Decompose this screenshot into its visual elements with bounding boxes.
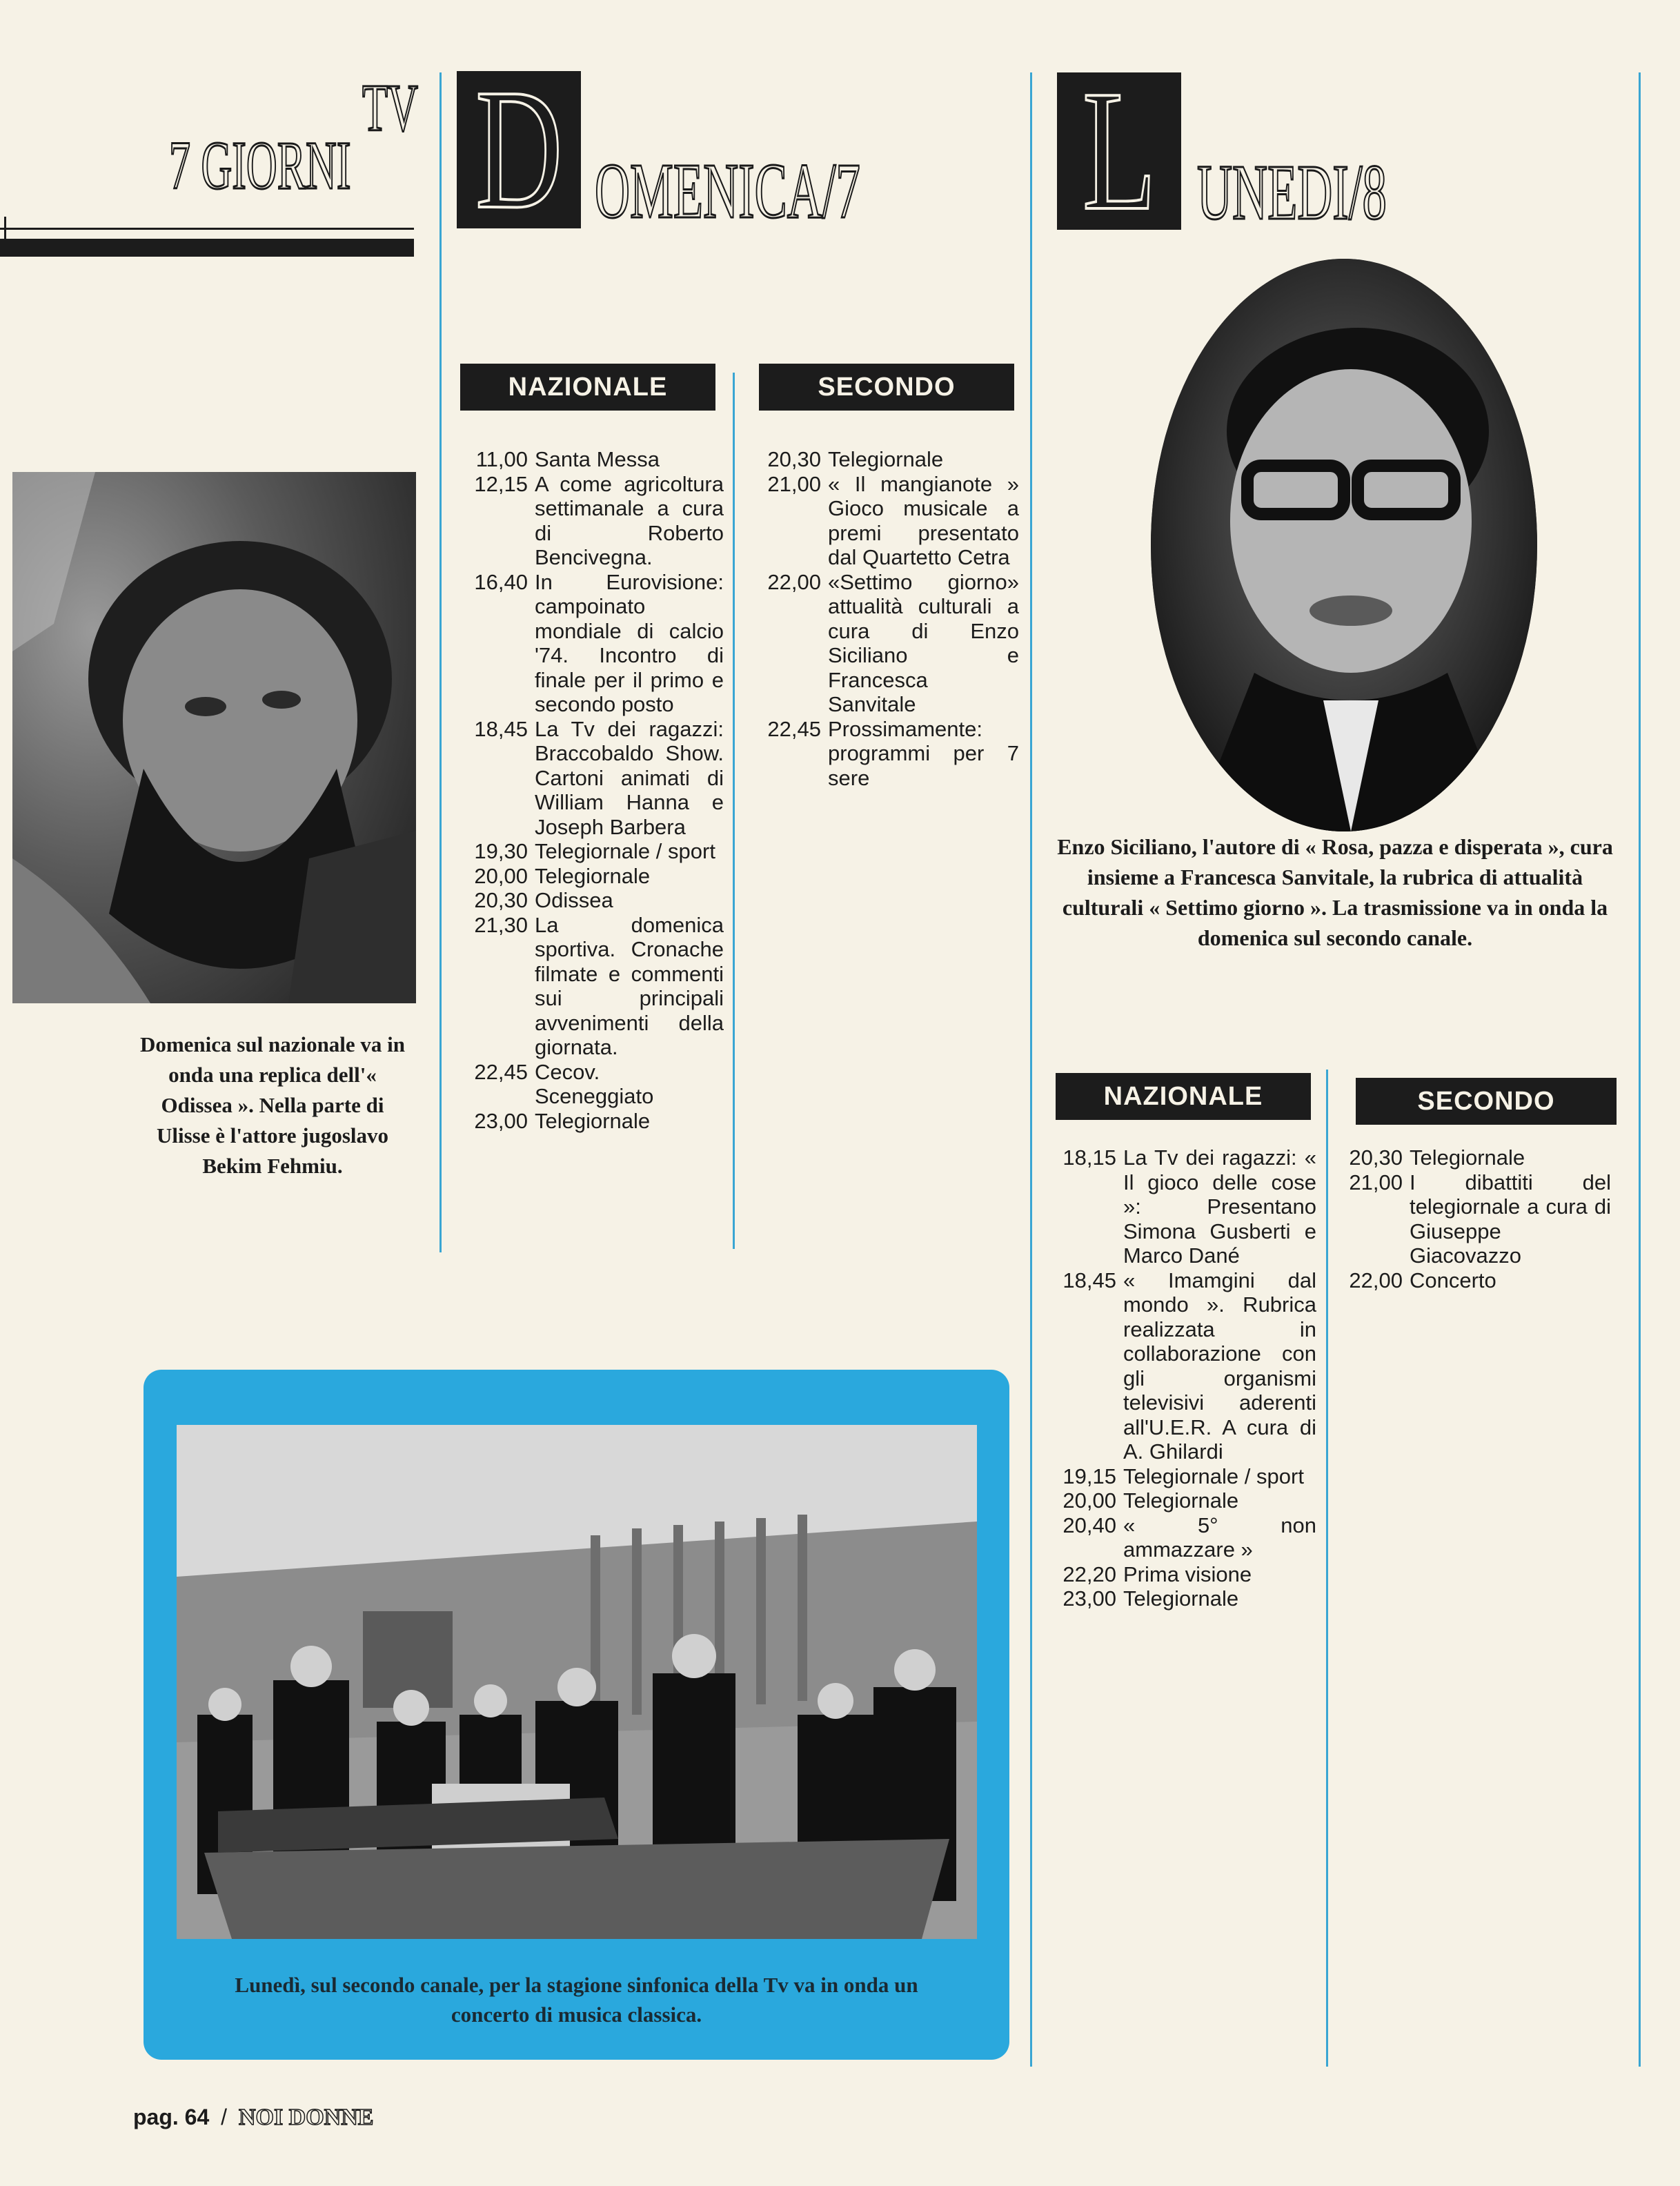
domenica-heading: OMENICA/7 xyxy=(595,147,860,235)
lunedi-nazionale-item xyxy=(1049,1513,1316,1562)
program-title: Telegiornale xyxy=(535,1108,651,1133)
program-title: « 5° non ammazzare » xyxy=(1123,1513,1316,1562)
program-title: « Imamgini dal mondo ». Rubrica realizzata in collaborazione con gli organismi televisivi aderenti all'U.E.R. A cura di A. Ghilardi xyxy=(1123,1268,1316,1464)
program-title: I dibattiti del telegiornale a cura di Giuseppe Giacovazzo xyxy=(1410,1170,1611,1268)
section-label-tv: TV xyxy=(362,71,418,146)
program-time: 22,45 xyxy=(767,716,821,741)
domenica-secondo-item xyxy=(753,447,1019,472)
domenica-nazionale-item xyxy=(460,472,724,570)
program-time: 22,45 xyxy=(474,1059,528,1084)
program-time: 20,00 xyxy=(1063,1488,1116,1513)
program-title: A come agricoltura settimanale a cura di Roberto Bencivegna. xyxy=(535,471,724,569)
column-rule-5 xyxy=(1326,1070,1328,2067)
program-title: Concerto xyxy=(1410,1268,1496,1292)
concert-feature-box xyxy=(144,1370,1009,2060)
lunedi-secondo-header: SECONDO xyxy=(1356,1078,1617,1125)
photo-bekim-fehmiu xyxy=(12,472,416,1003)
program-title: Telegiornale / sport xyxy=(1123,1464,1304,1488)
photo-concert-orchestra xyxy=(177,1425,977,1939)
lunedi-nazionale-item xyxy=(1049,1464,1316,1489)
lunedi-secondo-item xyxy=(1335,1268,1611,1293)
program-time: 20,30 xyxy=(767,447,821,471)
section-label-7-giorni: 7 GIORNI xyxy=(169,127,351,204)
caption-concerto: Lunedì, sul secondo canale, per la stagione sinfonica della Tv va in onda un concerto di musica classica. xyxy=(235,1973,918,2027)
lunedi-nazionale-item xyxy=(1049,1586,1316,1611)
program-time: 21,00 xyxy=(1349,1170,1403,1194)
program-title: In Eurovisione: campoinato mondiale di calcio '74. Incontro di finale per il primo e secondo posto xyxy=(535,569,724,716)
lunedi-nazionale-item xyxy=(1049,1145,1316,1268)
program-time: 20,30 xyxy=(474,888,528,912)
program-title: Santa Messa xyxy=(535,447,660,471)
domenica-nazionale-item xyxy=(460,1109,724,1134)
domenica-nazionale-item xyxy=(460,839,724,864)
program-time: 21,30 xyxy=(474,912,528,937)
program-time: 18,45 xyxy=(474,716,528,741)
lunedi-heading: UNEDI/8 xyxy=(1197,148,1387,236)
program-time: 20,00 xyxy=(474,863,528,888)
program-time: 21,00 xyxy=(767,471,821,496)
domenica-nazionale-list xyxy=(460,447,724,1133)
program-time: 16,40 xyxy=(474,569,528,594)
lunedi-secondo-list xyxy=(1335,1145,1611,1292)
domenica-nazionale-item xyxy=(460,913,724,1060)
program-time: 12,15 xyxy=(474,471,528,496)
program-title: Odissea xyxy=(535,888,613,912)
program-title: Telegiornale / sport xyxy=(535,839,715,863)
caption-odissea: Domenica sul nazionale va in onda una replica dell'« Odissea ». Nella parte di Ulisse è l'attore jugoslavo Bekim Fehmiu. xyxy=(139,1032,406,1178)
program-title: Telegiornale xyxy=(535,863,651,888)
page-footer xyxy=(133,2105,373,2131)
domenica-nazionale-item xyxy=(460,447,724,472)
portrait-illustration-2 xyxy=(1151,259,1537,831)
magazine-name: NOI DONNE xyxy=(238,2105,374,2130)
header-rule-thick xyxy=(0,239,414,257)
domenica-initial: D xyxy=(475,54,563,245)
program-title: La Tv dei ragazzi: Braccobaldo Show. Cartoni animati di William Hanna e Joseph Barbera xyxy=(535,716,724,839)
program-title: Prossimamente: programmi per 7 sere xyxy=(828,716,1019,790)
program-title: Telegiornale xyxy=(1123,1488,1239,1513)
program-title: Telegiornale xyxy=(1123,1586,1239,1611)
program-time: 20,30 xyxy=(1349,1145,1403,1170)
program-time: 22,20 xyxy=(1063,1562,1116,1586)
header-rule-thin xyxy=(0,228,414,230)
program-time: 22,00 xyxy=(1349,1268,1403,1292)
program-title: « Il mangianote » Gioco musicale a premi presentato dal Quartetto Cetra xyxy=(828,471,1019,569)
column-rule-2 xyxy=(1030,72,1032,2067)
program-title: La domenica sportiva. Cronache filmate e commenti sui principali avvenimenti della giornata. xyxy=(535,912,724,1059)
lunedi-secondo-item xyxy=(1335,1145,1611,1170)
program-title: Prima visione xyxy=(1123,1562,1252,1586)
program-title: Telegiornale xyxy=(1410,1145,1525,1170)
program-time: 22,00 xyxy=(767,569,821,594)
lunedi-nazionale-list xyxy=(1049,1145,1316,1611)
domenica-nazionale-item xyxy=(460,864,724,889)
column-rule-3 xyxy=(1639,72,1641,2067)
domenica-secondo-item xyxy=(753,472,1019,570)
domenica-nazionale-item xyxy=(460,570,724,717)
column-rule-1 xyxy=(439,72,442,1252)
domenica-secondo-header: SECONDO xyxy=(759,364,1014,411)
domenica-nazionale-item xyxy=(460,717,724,840)
program-time: 23,00 xyxy=(474,1108,528,1133)
lunedi-initial-box xyxy=(1057,55,1181,246)
program-time: 23,00 xyxy=(1063,1586,1116,1611)
portrait-illustration xyxy=(12,472,416,1003)
program-time: 18,45 xyxy=(1063,1268,1116,1292)
photo-enzo-siciliano xyxy=(1151,259,1537,831)
program-time: 19,30 xyxy=(474,839,528,863)
program-title: La Tv dei ragazzi: « Il gioco delle cose »: Presentano Simona Gusberti e Marco Dané xyxy=(1123,1145,1316,1268)
caption-siciliano: Enzo Siciliano, l'autore di « Rosa, pazza e disperata », cura insieme a Francesca Sanvitale, la rubrica di attualità culturali « Settimo giorno ». La trasmissione va in onda la domenica sul secondo canale. xyxy=(1057,834,1613,950)
lunedi-nazionale-item xyxy=(1049,1562,1316,1587)
program-time: 18,15 xyxy=(1063,1145,1116,1170)
footer-separator: / xyxy=(221,2105,228,2129)
lunedi-secondo-item xyxy=(1335,1170,1611,1268)
column-rule-4 xyxy=(733,373,735,1249)
domenica-secondo-item xyxy=(753,717,1019,791)
page-number: pag. 64 xyxy=(133,2105,210,2129)
domenica-initial-box xyxy=(457,54,581,245)
program-time: 11,00 xyxy=(475,447,528,471)
lunedi-nazionale-item xyxy=(1049,1488,1316,1513)
orchestra-illustration xyxy=(177,1425,977,1939)
lunedi-initial: L xyxy=(1082,55,1156,246)
program-title: «Settimo giorno» attualità culturali a cura di Enzo Siciliano e Francesca Sanvitale xyxy=(828,569,1019,716)
domenica-nazionale-item xyxy=(460,1060,724,1109)
domenica-secondo-item xyxy=(753,570,1019,717)
domenica-nazionale-item xyxy=(460,888,724,913)
lunedi-nazionale-header: NAZIONALE xyxy=(1056,1073,1311,1120)
lunedi-nazionale-item xyxy=(1049,1268,1316,1464)
program-time: 20,40 xyxy=(1063,1513,1116,1537)
program-time: 19,15 xyxy=(1063,1464,1116,1488)
domenica-secondo-list xyxy=(753,447,1019,790)
program-title: Telegiornale xyxy=(828,447,944,471)
program-title: Cecov. Sceneggiato xyxy=(535,1059,654,1108)
domenica-nazionale-header: NAZIONALE xyxy=(460,364,715,411)
